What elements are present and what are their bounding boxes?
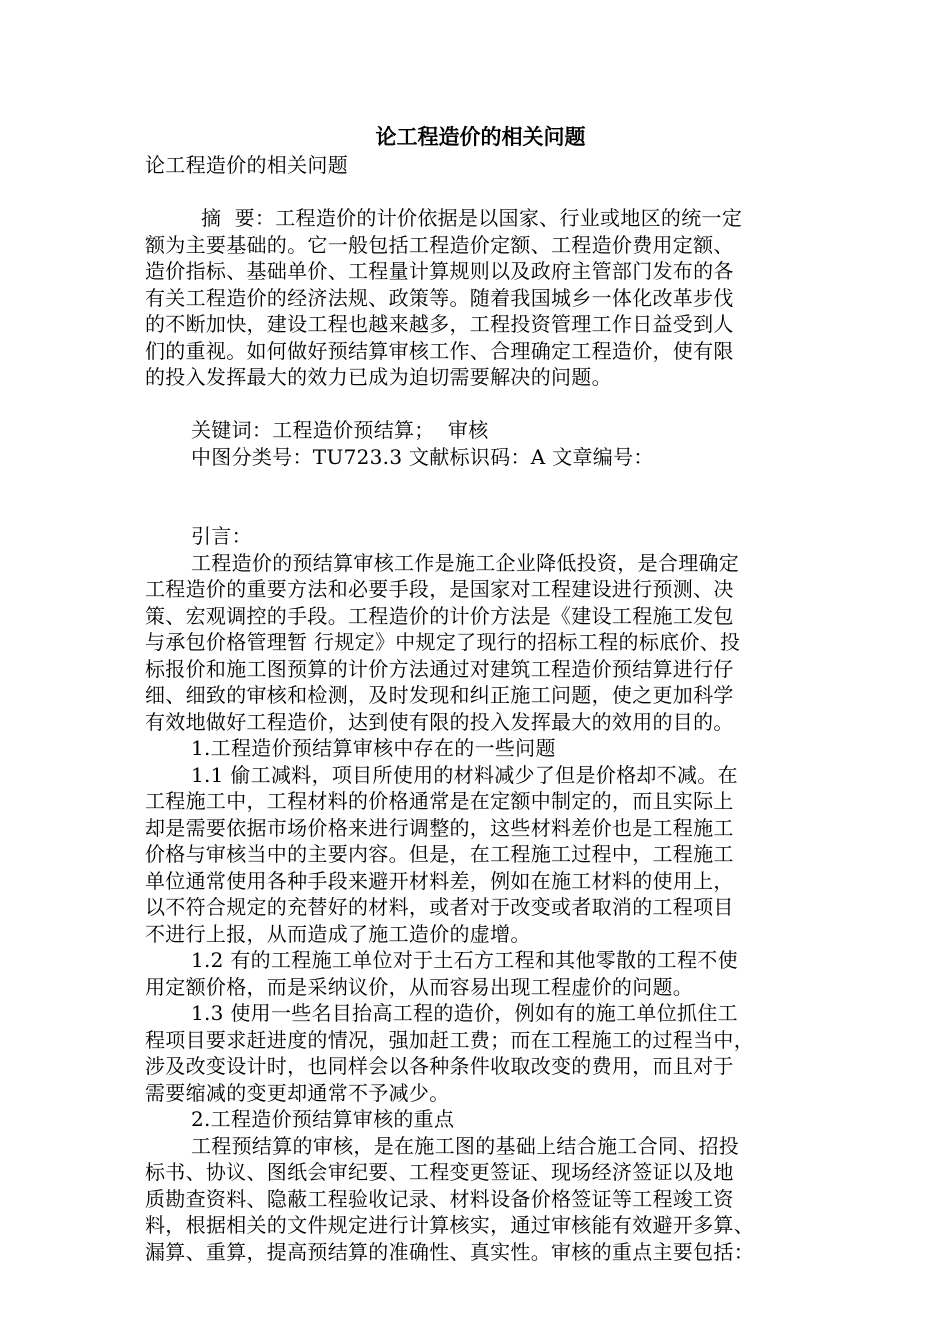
intro-line: 标报价和施工图预算的计价方法通过对建筑工程造价预结算进行仔 xyxy=(145,656,734,681)
section-1-3-paragraph xyxy=(145,1000,810,1106)
paragraph-line: 需要缩减的变更却通常不予减少。 xyxy=(145,1080,450,1105)
paragraph-line: 涉及改变设计时，也同样会以各种条件收取改变的费用，而且对于 xyxy=(145,1054,734,1078)
intro-line: 策、宏观调控的手段。工程造价的计价方法是《建设工程施工发包 xyxy=(145,603,734,628)
classification: 中图分类号：TU723.3 文献标识码：A 文章编号： xyxy=(191,444,654,469)
paragraph-line: 价格与审核当中的主要内容。但是，在工程施工过程中，工程施工 xyxy=(145,842,734,866)
abstract-line: 有关工程造价的经济法规、政策等。随着我国城乡一体化改革步伐 xyxy=(145,285,734,310)
intro-heading: 引言： xyxy=(191,524,252,548)
paragraph-line: 工程预结算的审核，是在施工图的基础上结合施工合同、招投 xyxy=(191,1133,740,1158)
paragraph-line: 不进行上报，从而造成了施工造价的虚增。 xyxy=(145,921,531,946)
abstract-line: 摘 要：工程造价的计价依据是以国家、行业或地区的统一定 xyxy=(201,206,743,230)
section-1-1-paragraph xyxy=(145,762,810,948)
paragraph-line: 用定额价格，而是采纳议价，从而容易出现工程虚价的问题。 xyxy=(145,974,694,999)
section-2-heading: 2.工程造价预结算审核的重点 xyxy=(191,1107,455,1131)
paragraph-line: 漏算、重算，提高预结算的准确性、真实性。审核的重点主要包括： xyxy=(145,1239,754,1264)
intro-line: 细、细致的审核和检测，及时发现和纠正施工问题，使之更加科学 xyxy=(145,683,734,707)
paragraph-line: 标书、协议、图纸会审纪要、工程变更签证、现场经济签证以及地 xyxy=(145,1160,734,1184)
intro-paragraph xyxy=(145,550,810,736)
document-title: 论工程造价的相关问题 xyxy=(375,124,586,149)
spacer xyxy=(145,470,810,523)
paragraph-line: 1.3 使用一些名目抬高工程的造价，例如有的施工单位抓住工 xyxy=(191,1001,738,1025)
abstract-line: 的不断加快，建设工程也越来越多，工程投资管理工作日益受到人 xyxy=(145,312,734,336)
keywords: 关键词：工程造价预结算； 审核 xyxy=(191,418,489,442)
section-2-paragraph xyxy=(145,1133,810,1266)
intro-line: 有效地做好工程造价，达到使有限的投入发挥最大的效用的目的。 xyxy=(145,709,734,734)
paragraph-line: 工程施工中，工程材料的价格通常是在定额中制定的，而且实际上 xyxy=(145,789,734,813)
section-1-heading: 1.工程造价预结算审核中存在的一些问题 xyxy=(191,736,556,760)
paragraph-line: 1.2 有的工程施工单位对于土石方工程和其他零散的工程不使 xyxy=(191,948,738,972)
document-page xyxy=(145,122,810,1265)
section-1-2-paragraph xyxy=(145,947,810,1000)
paragraph-line: 单位通常使用各种手段来避开材料差，例如在施工材料的使用上， xyxy=(145,868,734,893)
spacer xyxy=(145,391,810,418)
paragraph-line: 却是需要依据市场价格来进行调整的，这些材料差价也是工程施工 xyxy=(145,815,734,840)
abstract-line: 们的重视。如何做好预结算审核工作、合理确定工程造价，使有限 xyxy=(145,338,734,363)
abstract-line: 造价指标、基础单价、工程量计算规则以及政府主管部门发布的各 xyxy=(145,259,734,283)
paragraph-line: 质勘查资料、隐蔽工程验收记录、材料设备价格签证等工程竣工资 xyxy=(145,1186,734,1211)
paragraph-line: 程项目要求赶进度的情况，强加赶工费；而在工程施工的过程当中， xyxy=(145,1027,754,1052)
intro-line: 工程造价的重要方法和必要手段，是国家对工程建设进行预测、决 xyxy=(145,577,734,601)
abstract xyxy=(145,205,810,391)
paragraph-line: 以不符合规定的充替好的材料，或者对于改变或者取消的工程项目 xyxy=(145,895,734,919)
paragraph-line: 料，根据相关的文件规定进行计算核实，通过审核能有效避开多算、 xyxy=(145,1213,754,1237)
abstract-line: 额为主要基础的。它一般包括工程造价定额、工程造价费用定额、 xyxy=(145,232,734,257)
intro-line: 工程造价的预结算审核工作是施工企业降低投资，是合理确定 xyxy=(191,550,740,575)
document-subtitle: 论工程造价的相关问题 xyxy=(145,153,348,177)
abstract-line: 的投入发挥最大的效力已成为迫切需要解决的问题。 xyxy=(145,365,612,389)
spacer xyxy=(145,179,810,206)
intro-line: 与承包价格管理暂 行规定》中规定了现行的招标工程的标底价、投 xyxy=(145,630,741,654)
paragraph-line: 1.1 偷工减料，项目所使用的材料减少了但是价格却不减。在 xyxy=(191,762,738,787)
